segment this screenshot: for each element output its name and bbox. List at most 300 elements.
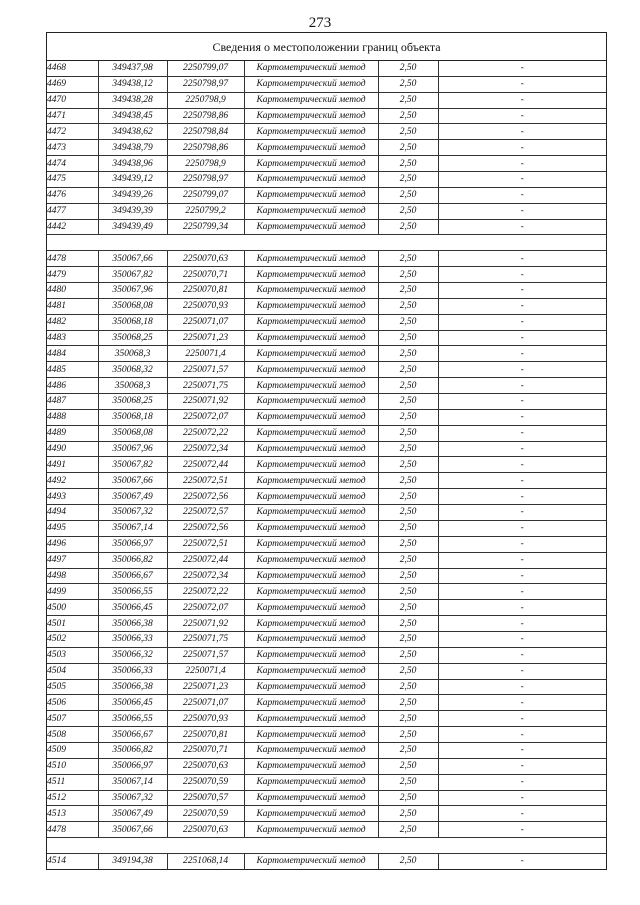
method-cell: Картометрический метод xyxy=(244,378,378,394)
method-cell: Картометрический метод xyxy=(244,108,378,124)
method-cell: Картометрический метод xyxy=(244,663,378,679)
method-cell: Картометрический метод xyxy=(244,187,378,203)
accuracy-cell: 2,50 xyxy=(378,647,438,663)
note-cell: - xyxy=(438,631,606,647)
accuracy-cell: 2,50 xyxy=(378,489,438,505)
accuracy-cell: 2,50 xyxy=(378,61,438,76)
table-row xyxy=(47,219,606,235)
method-cell: Картометрический метод xyxy=(244,92,378,108)
table-row xyxy=(47,663,606,679)
x-coordinate-cell: 350068,18 xyxy=(98,314,167,330)
point-number-cell: 4491 xyxy=(47,457,98,473)
y-coordinate-cell: 2250070,81 xyxy=(167,727,244,743)
x-coordinate-cell: 350066,33 xyxy=(98,663,167,679)
x-coordinate-cell: 350067,82 xyxy=(98,457,167,473)
x-coordinate-cell: 350067,14 xyxy=(98,774,167,790)
y-coordinate-cell: 2250071,4 xyxy=(167,346,244,362)
accuracy-cell: 2,50 xyxy=(378,441,438,457)
method-cell: Картометрический метод xyxy=(244,156,378,172)
accuracy-cell: 2,50 xyxy=(378,330,438,346)
accuracy-cell: 2,50 xyxy=(378,378,438,394)
note-cell: - xyxy=(438,203,606,219)
table-row xyxy=(47,600,606,616)
point-number-cell: 4477 xyxy=(47,203,98,219)
y-coordinate-cell: 2250799,2 xyxy=(167,203,244,219)
method-cell: Картометрический метод xyxy=(244,647,378,663)
note-cell: - xyxy=(438,140,606,156)
x-coordinate-cell: 350067,49 xyxy=(98,489,167,505)
method-cell: Картометрический метод xyxy=(244,489,378,505)
accuracy-cell: 2,50 xyxy=(378,473,438,489)
point-number-cell: 4484 xyxy=(47,346,98,362)
point-number-cell: 4500 xyxy=(47,600,98,616)
point-number-cell: 4472 xyxy=(47,124,98,140)
note-cell: - xyxy=(438,695,606,711)
note-cell: - xyxy=(438,742,606,758)
point-number-cell: 4476 xyxy=(47,187,98,203)
point-number-cell: 4498 xyxy=(47,568,98,584)
y-coordinate-cell: 2250071,23 xyxy=(167,330,244,346)
table-separator-row xyxy=(47,235,606,251)
y-coordinate-cell: 2250072,44 xyxy=(167,552,244,568)
accuracy-cell: 2,50 xyxy=(378,790,438,806)
x-coordinate-cell: 350068,3 xyxy=(98,378,167,394)
x-coordinate-cell: 350066,67 xyxy=(98,727,167,743)
accuracy-cell: 2,50 xyxy=(378,425,438,441)
method-cell: Картометрический метод xyxy=(244,727,378,743)
y-coordinate-cell: 2250072,07 xyxy=(167,409,244,425)
table-row xyxy=(47,568,606,584)
x-coordinate-cell: 350068,18 xyxy=(98,409,167,425)
table-row xyxy=(47,441,606,457)
y-coordinate-cell: 2250799,07 xyxy=(167,187,244,203)
accuracy-cell: 2,50 xyxy=(378,362,438,378)
note-cell: - xyxy=(438,663,606,679)
note-cell: - xyxy=(438,61,606,76)
table-row xyxy=(47,187,606,203)
note-cell: - xyxy=(438,568,606,584)
x-coordinate-cell: 349438,96 xyxy=(98,156,167,172)
point-number-cell: 4494 xyxy=(47,505,98,521)
point-number-cell: 4474 xyxy=(47,156,98,172)
note-cell: - xyxy=(438,156,606,172)
table-row xyxy=(47,346,606,362)
method-cell: Картометрический метод xyxy=(244,774,378,790)
note-cell: - xyxy=(438,298,606,314)
y-coordinate-cell: 2250070,93 xyxy=(167,298,244,314)
point-number-cell: 4503 xyxy=(47,647,98,663)
note-cell: - xyxy=(438,124,606,140)
x-coordinate-cell: 349439,49 xyxy=(98,219,167,235)
note-cell: - xyxy=(438,314,606,330)
y-coordinate-cell: 2250798,9 xyxy=(167,92,244,108)
x-coordinate-cell: 349437,98 xyxy=(98,61,167,76)
point-number-cell: 4475 xyxy=(47,172,98,188)
point-number-cell: 4501 xyxy=(47,616,98,632)
accuracy-cell: 2,50 xyxy=(378,616,438,632)
y-coordinate-cell: 2250070,59 xyxy=(167,774,244,790)
point-number-cell: 4513 xyxy=(47,806,98,822)
table-row xyxy=(47,283,606,299)
method-cell: Картометрический метод xyxy=(244,362,378,378)
method-cell: Картометрический метод xyxy=(244,758,378,774)
point-number-cell: 4483 xyxy=(47,330,98,346)
point-number-cell: 4468 xyxy=(47,61,98,76)
note-cell: - xyxy=(438,552,606,568)
method-cell: Картометрический метод xyxy=(244,711,378,727)
y-coordinate-cell: 2250072,22 xyxy=(167,584,244,600)
method-cell: Картометрический метод xyxy=(244,441,378,457)
method-cell: Картометрический метод xyxy=(244,140,378,156)
accuracy-cell: 2,50 xyxy=(378,663,438,679)
table-row xyxy=(47,394,606,410)
y-coordinate-cell: 2250071,92 xyxy=(167,394,244,410)
x-coordinate-cell: 349439,26 xyxy=(98,187,167,203)
table-row xyxy=(47,425,606,441)
x-coordinate-cell: 350067,66 xyxy=(98,822,167,838)
y-coordinate-cell: 2250072,22 xyxy=(167,425,244,441)
x-coordinate-cell: 350066,82 xyxy=(98,552,167,568)
x-coordinate-cell: 350066,33 xyxy=(98,631,167,647)
method-cell: Картометрический метод xyxy=(244,505,378,521)
method-cell: Картометрический метод xyxy=(244,695,378,711)
accuracy-cell: 2,50 xyxy=(378,853,438,868)
y-coordinate-cell: 2250070,81 xyxy=(167,283,244,299)
note-cell: - xyxy=(438,108,606,124)
x-coordinate-cell: 350068,08 xyxy=(98,298,167,314)
note-cell: - xyxy=(438,822,606,838)
point-number-cell: 4479 xyxy=(47,267,98,283)
x-coordinate-cell: 350067,49 xyxy=(98,806,167,822)
method-cell: Картометрический метод xyxy=(244,457,378,473)
point-number-cell: 4470 xyxy=(47,92,98,108)
x-coordinate-cell: 350066,32 xyxy=(98,647,167,663)
method-cell: Картометрический метод xyxy=(244,520,378,536)
method-cell: Картометрический метод xyxy=(244,584,378,600)
y-coordinate-cell: 2250071,4 xyxy=(167,663,244,679)
method-cell: Картометрический метод xyxy=(244,425,378,441)
note-cell: - xyxy=(438,267,606,283)
x-coordinate-cell: 350067,96 xyxy=(98,283,167,299)
note-cell: - xyxy=(438,711,606,727)
method-cell: Картометрический метод xyxy=(244,600,378,616)
note-cell: - xyxy=(438,536,606,552)
table-row xyxy=(47,536,606,552)
y-coordinate-cell: 2250799,07 xyxy=(167,61,244,76)
y-coordinate-cell: 2250799,34 xyxy=(167,219,244,235)
point-number-cell: 4511 xyxy=(47,774,98,790)
point-number-cell: 4471 xyxy=(47,108,98,124)
table-row xyxy=(47,489,606,505)
y-coordinate-cell: 2250071,23 xyxy=(167,679,244,695)
accuracy-cell: 2,50 xyxy=(378,219,438,235)
note-cell: - xyxy=(438,76,606,92)
y-coordinate-cell: 2250072,56 xyxy=(167,489,244,505)
y-coordinate-cell: 2250071,57 xyxy=(167,647,244,663)
table-row xyxy=(47,695,606,711)
accuracy-cell: 2,50 xyxy=(378,536,438,552)
point-number-cell: 4442 xyxy=(47,219,98,235)
accuracy-cell: 2,50 xyxy=(378,92,438,108)
point-number-cell: 4499 xyxy=(47,584,98,600)
y-coordinate-cell: 2250070,63 xyxy=(167,251,244,267)
note-cell: - xyxy=(438,394,606,410)
x-coordinate-cell: 350067,96 xyxy=(98,441,167,457)
point-number-cell: 4496 xyxy=(47,536,98,552)
accuracy-cell: 2,50 xyxy=(378,394,438,410)
method-cell: Картометрический метод xyxy=(244,314,378,330)
table-row xyxy=(47,552,606,568)
x-coordinate-cell: 350067,32 xyxy=(98,790,167,806)
table-row xyxy=(47,362,606,378)
accuracy-cell: 2,50 xyxy=(378,76,438,92)
x-coordinate-cell: 350066,97 xyxy=(98,758,167,774)
point-number-cell: 4505 xyxy=(47,679,98,695)
y-coordinate-cell: 2250798,9 xyxy=(167,156,244,172)
y-coordinate-cell: 2250071,57 xyxy=(167,362,244,378)
accuracy-cell: 2,50 xyxy=(378,774,438,790)
y-coordinate-cell: 2250070,63 xyxy=(167,822,244,838)
y-coordinate-cell: 2250072,34 xyxy=(167,441,244,457)
y-coordinate-cell: 2250071,07 xyxy=(167,695,244,711)
y-coordinate-cell: 2250070,63 xyxy=(167,758,244,774)
accuracy-cell: 2,50 xyxy=(378,108,438,124)
note-cell: - xyxy=(438,283,606,299)
method-cell: Картометрический метод xyxy=(244,552,378,568)
note-cell: - xyxy=(438,219,606,235)
point-number-cell: 4497 xyxy=(47,552,98,568)
point-number-cell: 4487 xyxy=(47,394,98,410)
x-coordinate-cell: 349439,12 xyxy=(98,172,167,188)
method-cell: Картометрический метод xyxy=(244,409,378,425)
note-cell: - xyxy=(438,758,606,774)
table-row xyxy=(47,251,606,267)
table-row xyxy=(47,822,606,838)
accuracy-cell: 2,50 xyxy=(378,140,438,156)
y-coordinate-cell: 2250072,07 xyxy=(167,600,244,616)
table-row xyxy=(47,457,606,473)
method-cell: Картометрический метод xyxy=(244,267,378,283)
point-number-cell: 4492 xyxy=(47,473,98,489)
method-cell: Картометрический метод xyxy=(244,473,378,489)
method-cell: Картометрический метод xyxy=(244,568,378,584)
note-cell: - xyxy=(438,425,606,441)
note-cell: - xyxy=(438,330,606,346)
point-number-cell: 4478 xyxy=(47,822,98,838)
note-cell: - xyxy=(438,616,606,632)
x-coordinate-cell: 350068,32 xyxy=(98,362,167,378)
table-row xyxy=(47,314,606,330)
point-number-cell: 4508 xyxy=(47,727,98,743)
note-cell: - xyxy=(438,774,606,790)
note-cell: - xyxy=(438,790,606,806)
method-cell: Картометрический метод xyxy=(244,822,378,838)
y-coordinate-cell: 2250798,97 xyxy=(167,76,244,92)
table-row xyxy=(47,742,606,758)
x-coordinate-cell: 350067,14 xyxy=(98,520,167,536)
y-coordinate-cell: 2250072,34 xyxy=(167,568,244,584)
x-coordinate-cell: 349438,12 xyxy=(98,76,167,92)
note-cell: - xyxy=(438,378,606,394)
point-number-cell: 4473 xyxy=(47,140,98,156)
point-number-cell: 4514 xyxy=(47,853,98,868)
point-number-cell: 4478 xyxy=(47,251,98,267)
accuracy-cell: 2,50 xyxy=(378,346,438,362)
table-row xyxy=(47,711,606,727)
method-cell: Картометрический метод xyxy=(244,298,378,314)
x-coordinate-cell: 350067,82 xyxy=(98,267,167,283)
accuracy-cell: 2,50 xyxy=(378,457,438,473)
table-row xyxy=(47,727,606,743)
note-cell: - xyxy=(438,679,606,695)
table-row xyxy=(47,584,606,600)
x-coordinate-cell: 350066,45 xyxy=(98,695,167,711)
accuracy-cell: 2,50 xyxy=(378,806,438,822)
y-coordinate-cell: 2250798,86 xyxy=(167,108,244,124)
x-coordinate-cell: 350067,66 xyxy=(98,473,167,489)
accuracy-cell: 2,50 xyxy=(378,409,438,425)
x-coordinate-cell: 349194,38 xyxy=(98,853,167,868)
table-title: Сведения о местоположении границ объекта xyxy=(47,33,606,61)
point-number-cell: 4509 xyxy=(47,742,98,758)
note-cell: - xyxy=(438,187,606,203)
point-number-cell: 4482 xyxy=(47,314,98,330)
separator-cell xyxy=(47,838,606,854)
point-number-cell: 4495 xyxy=(47,520,98,536)
x-coordinate-cell: 349438,79 xyxy=(98,140,167,156)
accuracy-cell: 2,50 xyxy=(378,679,438,695)
y-coordinate-cell: 2250070,59 xyxy=(167,806,244,822)
table-row xyxy=(47,298,606,314)
x-coordinate-cell: 350067,66 xyxy=(98,251,167,267)
x-coordinate-cell: 349438,62 xyxy=(98,124,167,140)
note-cell: - xyxy=(438,172,606,188)
note-cell: - xyxy=(438,92,606,108)
method-cell: Картометрический метод xyxy=(244,631,378,647)
x-coordinate-cell: 350066,38 xyxy=(98,616,167,632)
method-cell: Картометрический метод xyxy=(244,394,378,410)
table-row xyxy=(47,790,606,806)
point-number-cell: 4507 xyxy=(47,711,98,727)
x-coordinate-cell: 350068,25 xyxy=(98,330,167,346)
boundary-table-sheet xyxy=(46,32,607,870)
point-number-cell: 4486 xyxy=(47,378,98,394)
accuracy-cell: 2,50 xyxy=(378,822,438,838)
accuracy-cell: 2,50 xyxy=(378,267,438,283)
accuracy-cell: 2,50 xyxy=(378,695,438,711)
table-row xyxy=(47,140,606,156)
y-coordinate-cell: 2250071,07 xyxy=(167,314,244,330)
point-number-cell: 4469 xyxy=(47,76,98,92)
y-coordinate-cell: 2250071,75 xyxy=(167,378,244,394)
point-number-cell: 4490 xyxy=(47,441,98,457)
x-coordinate-cell: 350067,32 xyxy=(98,505,167,521)
method-cell: Картометрический метод xyxy=(244,61,378,76)
table-row xyxy=(47,76,606,92)
note-cell: - xyxy=(520,856,524,867)
accuracy-cell: 2,50 xyxy=(378,711,438,727)
y-coordinate-cell: 2250072,57 xyxy=(167,505,244,521)
accuracy-cell: 2,50 xyxy=(378,520,438,536)
table-row xyxy=(47,520,606,536)
y-coordinate-cell: 2250072,56 xyxy=(167,520,244,536)
point-number-cell: 4485 xyxy=(47,362,98,378)
y-coordinate-cell: 2250071,92 xyxy=(167,616,244,632)
table-row xyxy=(47,505,606,521)
point-number-cell: 4493 xyxy=(47,489,98,505)
y-coordinate-cell: 2250070,57 xyxy=(167,790,244,806)
accuracy-cell: 2,50 xyxy=(378,156,438,172)
table-row xyxy=(47,378,606,394)
point-number-cell: 4480 xyxy=(47,283,98,299)
accuracy-cell: 2,50 xyxy=(378,505,438,521)
point-number-cell: 4502 xyxy=(47,631,98,647)
note-cell: - xyxy=(438,727,606,743)
accuracy-cell: 2,50 xyxy=(378,251,438,267)
accuracy-cell: 2,50 xyxy=(378,172,438,188)
accuracy-cell: 2,50 xyxy=(378,568,438,584)
table-row xyxy=(47,108,606,124)
table-row xyxy=(47,172,606,188)
x-coordinate-cell: 349438,45 xyxy=(98,108,167,124)
x-coordinate-cell: 350068,3 xyxy=(98,346,167,362)
note-cell: - xyxy=(438,441,606,457)
table-row xyxy=(47,853,606,868)
x-coordinate-cell: 350066,38 xyxy=(98,679,167,695)
note-cell: - xyxy=(438,251,606,267)
point-number-cell: 4489 xyxy=(47,425,98,441)
table-row xyxy=(47,473,606,489)
y-coordinate-cell: 2250071,75 xyxy=(167,631,244,647)
coordinates-table-body xyxy=(47,61,606,869)
coordinates-table xyxy=(47,61,606,869)
accuracy-cell: 2,50 xyxy=(378,727,438,743)
accuracy-cell: 2,50 xyxy=(378,203,438,219)
table-row xyxy=(47,631,606,647)
method-cell: Картометрический метод xyxy=(244,616,378,632)
table-row xyxy=(47,774,606,790)
y-coordinate-cell: 2251068,14 xyxy=(167,853,244,868)
method-cell: Картометрический метод xyxy=(244,219,378,235)
table-row xyxy=(47,616,606,632)
point-number-cell: 4481 xyxy=(47,298,98,314)
note-cell: - xyxy=(438,346,606,362)
table-row xyxy=(47,758,606,774)
accuracy-cell: 2,50 xyxy=(378,314,438,330)
y-coordinate-cell: 2250070,71 xyxy=(167,742,244,758)
accuracy-cell: 2,50 xyxy=(378,742,438,758)
accuracy-cell: 2,50 xyxy=(378,298,438,314)
point-number-cell: 4510 xyxy=(47,758,98,774)
accuracy-cell: 2,50 xyxy=(378,283,438,299)
method-cell: Картометрический метод xyxy=(244,283,378,299)
table-row xyxy=(47,203,606,219)
table-row xyxy=(47,267,606,283)
x-coordinate-cell: 350066,45 xyxy=(98,600,167,616)
note-cell: - xyxy=(438,457,606,473)
y-coordinate-cell: 2250798,84 xyxy=(167,124,244,140)
method-cell: Картометрический метод xyxy=(244,742,378,758)
y-coordinate-cell: 2250070,93 xyxy=(167,711,244,727)
table-row xyxy=(47,92,606,108)
method-cell: Картометрический метод xyxy=(244,679,378,695)
page-number: 273 xyxy=(308,15,332,31)
accuracy-cell: 2,50 xyxy=(378,552,438,568)
accuracy-cell: 2,50 xyxy=(378,758,438,774)
x-coordinate-cell: 350068,08 xyxy=(98,425,167,441)
y-coordinate-cell: 2250070,71 xyxy=(167,267,244,283)
point-number-cell: 4512 xyxy=(47,790,98,806)
